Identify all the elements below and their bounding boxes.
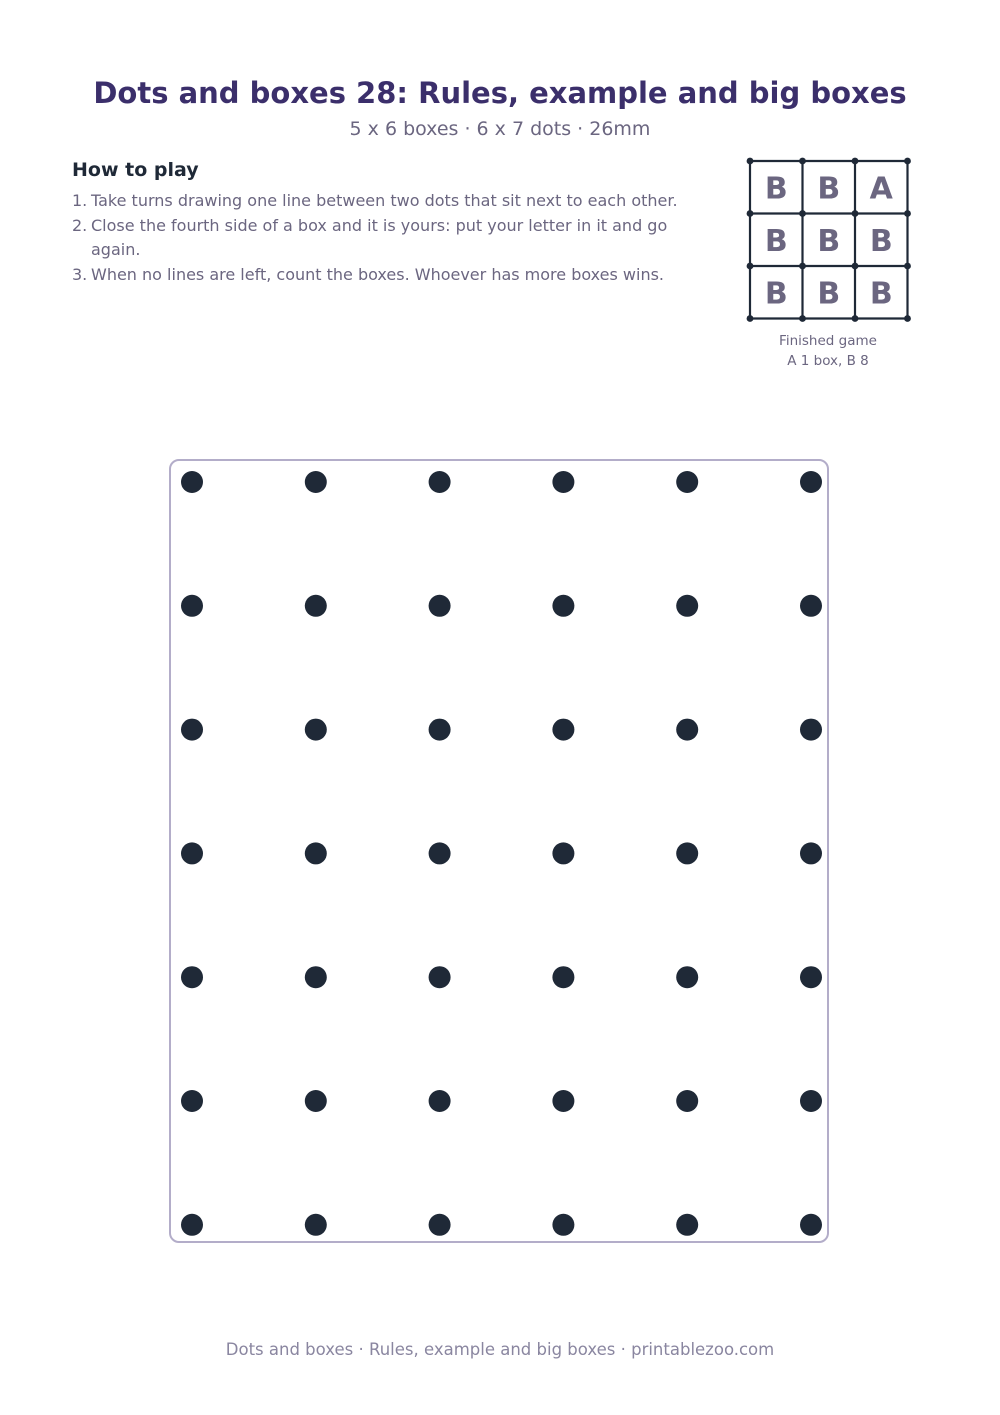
board-dot[interactable] xyxy=(552,842,574,864)
example-dot xyxy=(904,210,911,217)
board-dot[interactable] xyxy=(800,719,822,741)
dot-grid xyxy=(171,461,831,1245)
example-dot xyxy=(799,263,806,270)
example-box-letter: B xyxy=(869,276,893,312)
example-box-letter: A xyxy=(869,171,893,207)
board-dot[interactable] xyxy=(800,966,822,988)
board-dot[interactable] xyxy=(552,1090,574,1112)
example-dot xyxy=(852,210,859,217)
board-dot[interactable] xyxy=(181,1214,203,1236)
board-dot[interactable] xyxy=(800,1090,822,1112)
board-dot[interactable] xyxy=(181,1090,203,1112)
board-dot[interactable] xyxy=(676,719,698,741)
board-dot[interactable] xyxy=(552,471,574,493)
rule-item xyxy=(72,263,692,288)
board-dot[interactable] xyxy=(676,471,698,493)
page-footer: Dots and boxes · Rules, example and big boxes · printablezoo.com xyxy=(225,1340,775,1359)
board-dot[interactable] xyxy=(676,966,698,988)
board-dot[interactable] xyxy=(181,966,203,988)
board-dot[interactable] xyxy=(800,1214,822,1236)
example-dot xyxy=(747,315,754,322)
example-dot xyxy=(799,158,806,165)
example-dot xyxy=(904,263,911,270)
page-title: Dots and boxes 28: Rules, example and big boxes xyxy=(93,76,907,110)
board-dot[interactable] xyxy=(305,595,327,617)
rule-text: Close the fourth side of a box and it is yours: put your letter in it and go again. xyxy=(91,215,668,259)
board-dot[interactable] xyxy=(676,1214,698,1236)
board-dot[interactable] xyxy=(181,842,203,864)
how-to-play-heading: How to play xyxy=(72,159,199,181)
board-dot[interactable] xyxy=(552,966,574,988)
board-dot[interactable] xyxy=(429,719,451,741)
board-dot[interactable] xyxy=(800,595,822,617)
rules-list xyxy=(72,189,692,287)
board-dot[interactable] xyxy=(429,842,451,864)
rule-item xyxy=(72,189,692,214)
board-dot[interactable] xyxy=(800,471,822,493)
board-dot[interactable] xyxy=(552,595,574,617)
board-dot[interactable] xyxy=(305,966,327,988)
example-box-letter: B xyxy=(764,171,788,207)
example-dot xyxy=(747,158,754,165)
board-dot[interactable] xyxy=(305,1090,327,1112)
example-box-letter: B xyxy=(817,276,841,312)
board-dot[interactable] xyxy=(305,471,327,493)
board-dot[interactable] xyxy=(429,1090,451,1112)
example-dot xyxy=(852,263,859,270)
example-dot xyxy=(799,210,806,217)
board-dot[interactable] xyxy=(429,471,451,493)
rule-number: 1. xyxy=(72,191,88,210)
example-game xyxy=(742,155,914,371)
board-dot[interactable] xyxy=(181,471,203,493)
board-dot[interactable] xyxy=(305,1214,327,1236)
example-box-letter: B xyxy=(764,276,788,312)
rule-item xyxy=(72,214,692,263)
rule-number: 2. xyxy=(72,215,88,235)
example-grid xyxy=(742,155,914,327)
rule-text: When no lines are left, count the boxes. Whoever has more boxes wins. xyxy=(91,264,664,284)
board-dot[interactable] xyxy=(305,719,327,741)
example-box-letter: B xyxy=(817,223,841,259)
example-dot xyxy=(799,315,806,322)
game-board xyxy=(169,459,829,1243)
example-box-letter: B xyxy=(869,223,893,259)
board-dot[interactable] xyxy=(552,719,574,741)
board-dot[interactable] xyxy=(676,1090,698,1112)
rule-number: 3. xyxy=(72,264,88,284)
example-box-letter: B xyxy=(764,223,788,259)
board-dot[interactable] xyxy=(552,1214,574,1236)
example-caption-score: A 1 box, B 8 xyxy=(787,353,869,369)
board-dot[interactable] xyxy=(676,842,698,864)
example-caption xyxy=(742,331,914,371)
board-dot[interactable] xyxy=(800,842,822,864)
example-caption-title: Finished game xyxy=(779,333,877,349)
example-dot xyxy=(904,158,911,165)
rule-text: Take turns drawing one line between two dots that sit next to each other. xyxy=(91,191,678,210)
page-subtitle: 5 x 6 boxes · 6 x 7 dots · 26mm xyxy=(349,118,651,140)
example-dot xyxy=(747,263,754,270)
board-dot[interactable] xyxy=(429,1214,451,1236)
example-dot xyxy=(747,210,754,217)
board-dot[interactable] xyxy=(676,595,698,617)
how-to-play-section xyxy=(72,159,692,287)
board-dot[interactable] xyxy=(181,719,203,741)
example-dot xyxy=(852,158,859,165)
board-dot[interactable] xyxy=(429,966,451,988)
example-dot xyxy=(852,315,859,322)
example-box-letter: B xyxy=(817,171,841,207)
board-dot[interactable] xyxy=(181,595,203,617)
board-dot[interactable] xyxy=(429,595,451,617)
example-dot xyxy=(904,315,911,322)
board-dot[interactable] xyxy=(305,842,327,864)
